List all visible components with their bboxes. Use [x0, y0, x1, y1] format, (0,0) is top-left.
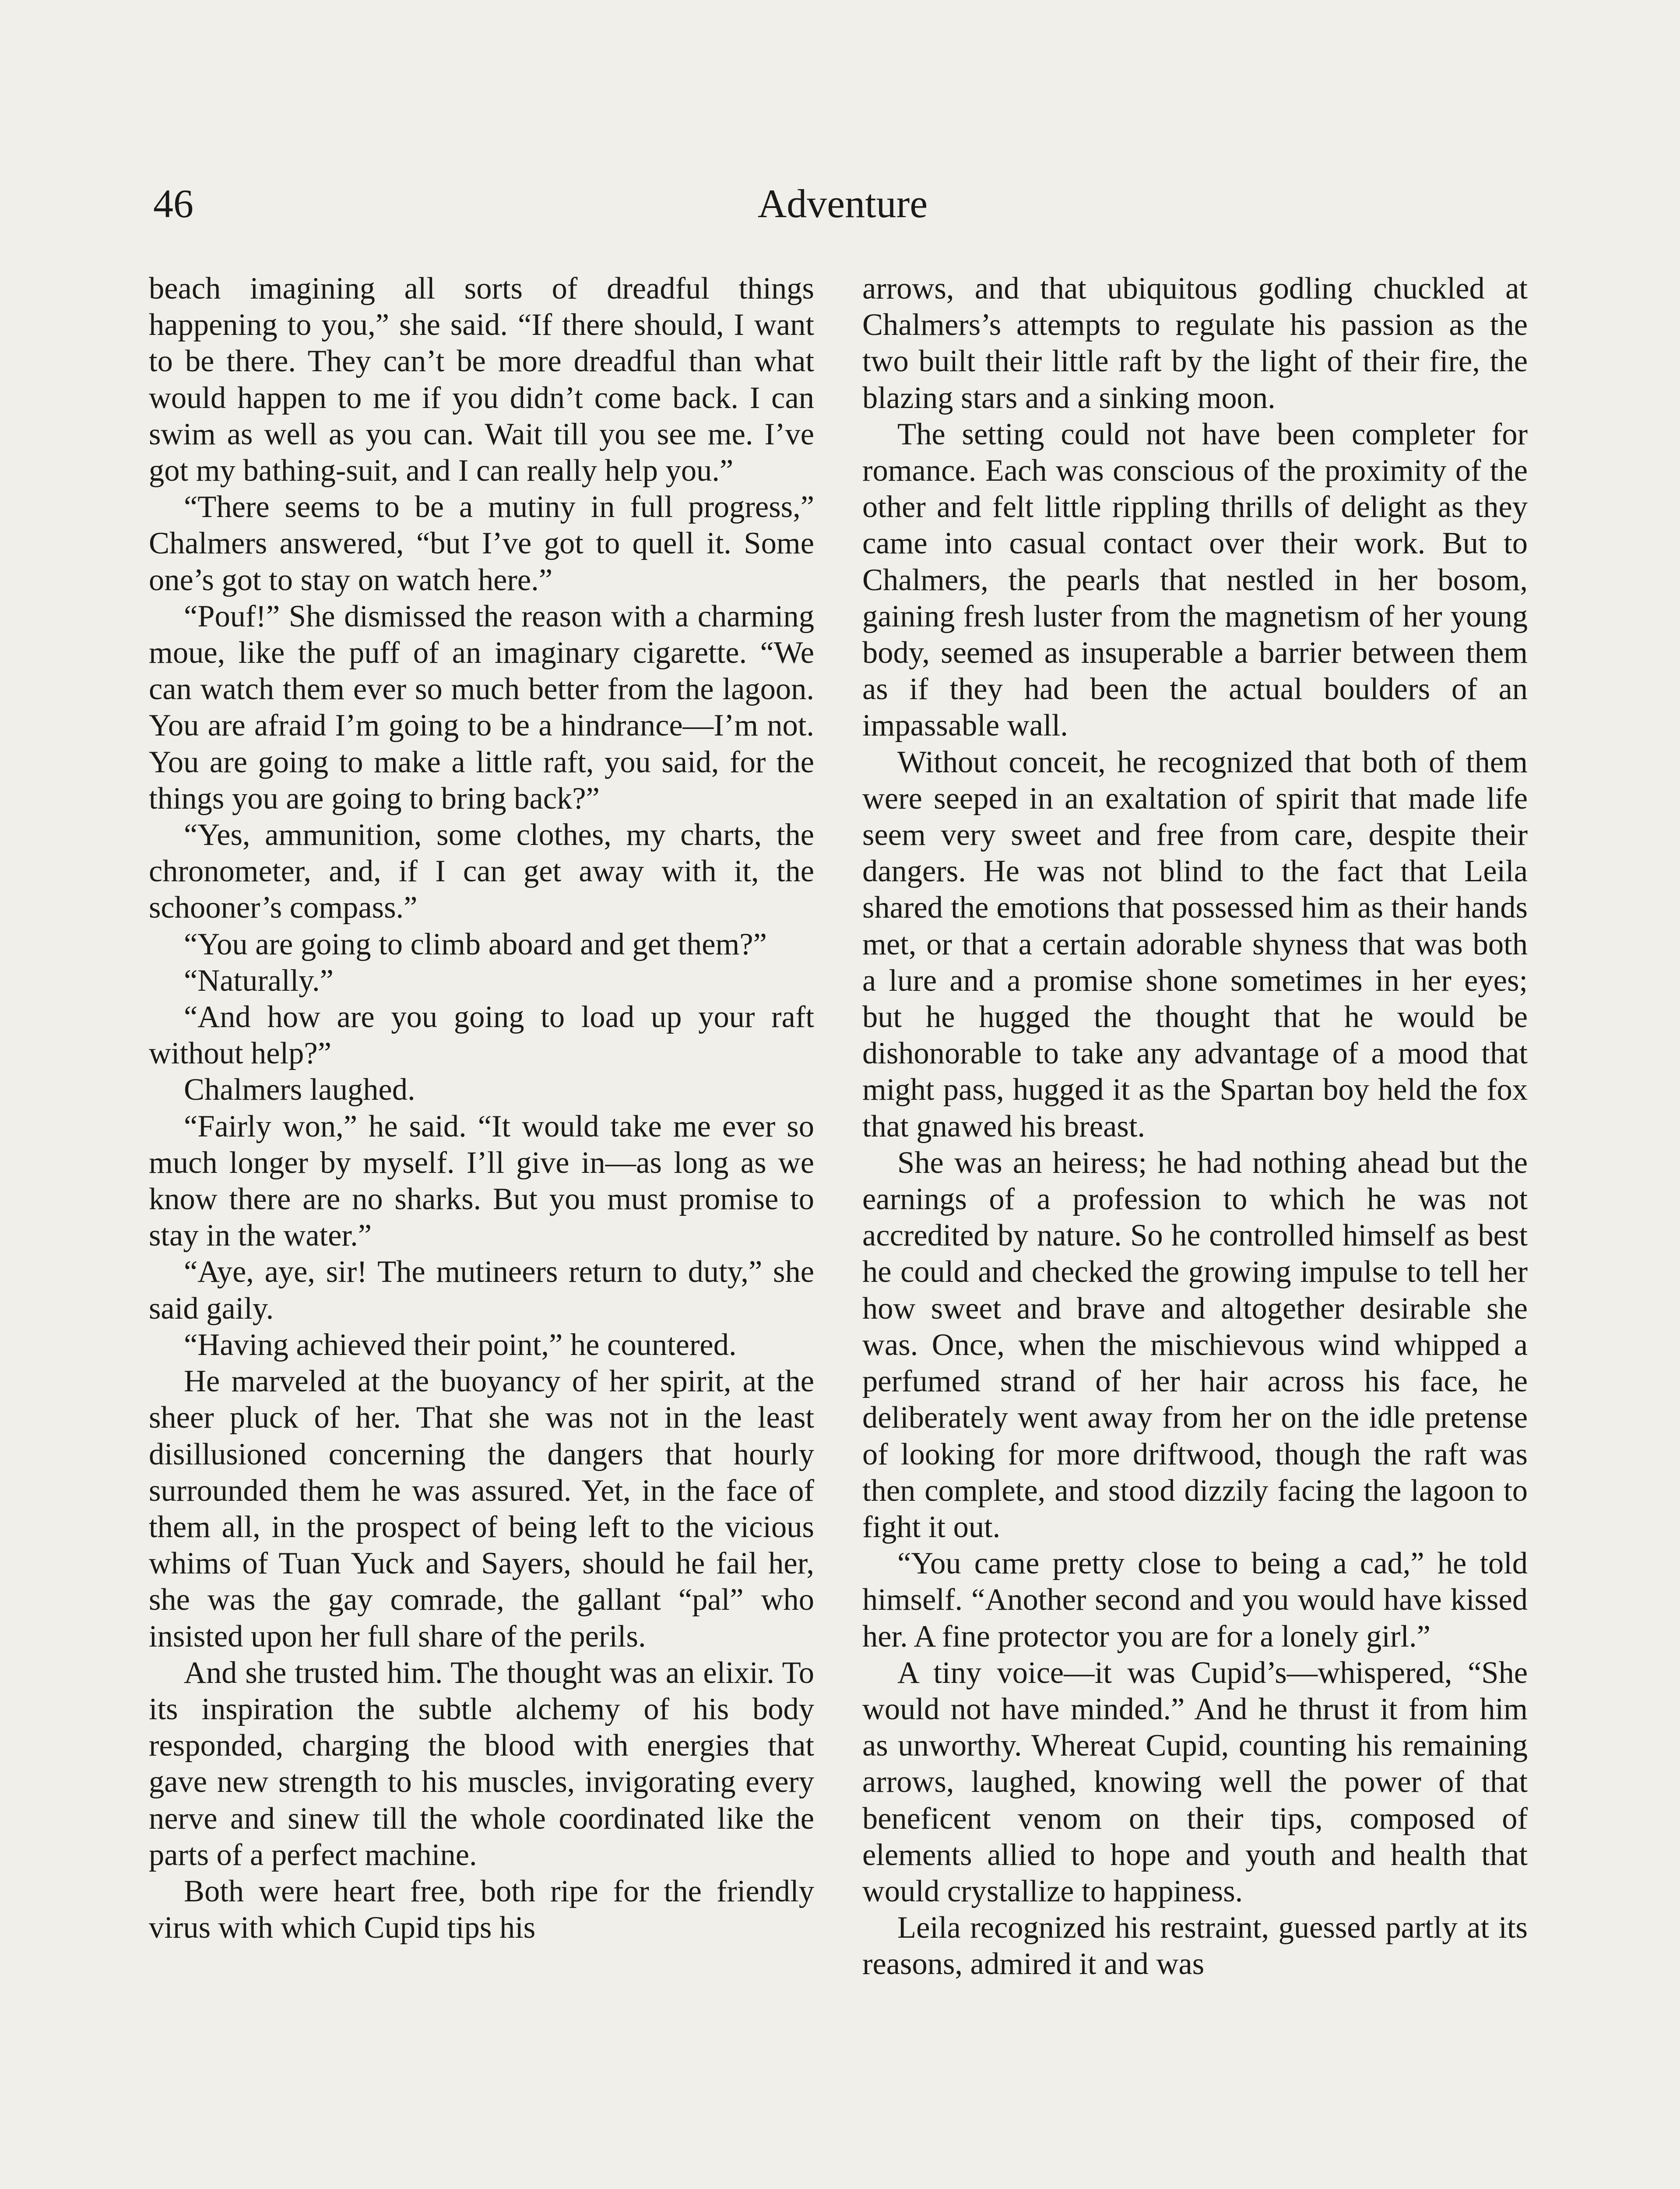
paragraph: arrows, and that ubiquitous godling chuckled at Chalmers’s attempts to regulate his passion as the two built their little raft by the light of their fire, the blazing stars and a sinking moon. — [862, 271, 1528, 415]
paragraph: Leila recognized his restraint, guessed partly at its reasons, admired it and was — [862, 1911, 1528, 1981]
left-column — [149, 271, 814, 1946]
paragraph: The setting could not have been completer for romance. Each was conscious of the proximity of the other and felt little rippling thrills of delight as they came into casual contact over their work. But to Chalmers, the pearls that nestled in her bosom, gaining fresh luster from the magnetism of her young body, seemed as insuperable a barrier between them as if they had been the actual boulders of an impassable wall. — [862, 417, 1528, 743]
paragraph: “Having achieved their point,” he countered. — [184, 1327, 737, 1362]
page-number: 46 — [153, 181, 193, 226]
paragraph: She was an heiress; he had nothing ahead but the earnings of a profession to which he was not accredited by nature. So he controlled himself as best he could and checked the growing impulse to tell her how sweet and brave and altogether desirable she was. Once, when the mischievous wind whipped a perfumed strand of her hair across his face, he deliberately went away from her on the idle pretense of looking for more driftwood, though the raft was then complete, and stood dizzily facing the lagoon to fight it out. — [862, 1145, 1528, 1544]
paragraph: “There seems to be a mutiny in full progress,” Chalmers answered, “but I’ve got to quell it. Some one’s got to stay on watch here.” — [149, 490, 814, 597]
paragraph: Chalmers laughed. — [184, 1073, 415, 1107]
paragraph: He marveled at the buoyancy of her spirit, at the sheer pluck of her. That she was not in the least disillusioned concerning the dangers that hourly surrounded them he was assured. Yet, in the face of them all, in the prospect of being left to the vicious whims of Tuan Yuck and Sayers, should he fail her, she was the gay comrade, the gallant “pal” who insisted upon her full share of the perils. — [149, 1364, 814, 1654]
right-column — [862, 271, 1528, 1983]
paragraph: And she trusted him. The thought was an elixir. To its inspiration the subtle alchemy of his body responded, charging the blood with energies that gave new strength to his muscles, invigorating every nerve and sinew till the whole coordinated like the parts of a perfect machine. — [149, 1655, 814, 1872]
paragraph: beach imagining all sorts of dreadful things happening to you,” she said. “If there should, I want to be there. They can’t be more dreadful than what would happen to me if you didn’t come back. I can swim as well as you can. Wait till you see me. I’ve got my bathing-suit, and I can really help you.” — [149, 271, 814, 488]
paragraph: “Naturally.” — [184, 963, 334, 998]
paragraph: “Pouf!” She dismissed the reason with a charming moue, like the puff of an imaginary cigarette. “We can watch them ever so much better from the lagoon. You are afraid I’m going to be a hindrance—I’m not. You are going to make a little raft, you said, for the things you are going to bring back?” — [149, 599, 814, 816]
paragraph: “And how are you going to load up your raft without help?” — [149, 1000, 814, 1071]
page-header — [153, 177, 1532, 230]
paragraph: “Fairly won,” he said. “It would take me ever so much longer by myself. I’ll give in—as long as we know there are no sharks. But you must promise to stay in the water.” — [149, 1109, 814, 1253]
paragraph: Without conceit, he recognized that both of them were seeped in an exaltation of spirit that made life seem very sweet and free from care, despite their dangers. He was not blind to the fact that Leila shared the emotions that possessed him as their hands met, or that a certain adorable shyness that was both a lure and a promise shone sometimes in her eyes; but he hugged the thought that he would be dishonorable to take any advantage of a mood that might pass, hugged it as the Spartan boy held the fox that gnawed his breast. — [862, 745, 1528, 1144]
paragraph: “Aye, aye, sir! The mutineers return to duty,” she said gaily. — [149, 1255, 814, 1326]
paragraph: “Yes, ammunition, some clothes, my charts, the chronometer, and, if I can get away with it, the schooner’s compass.” — [149, 818, 814, 925]
paragraph: Both were heart free, both ripe for the friendly virus with which Cupid tips his — [149, 1874, 814, 1945]
paragraph: A tiny voice—it was Cupid’s—whispered, “She would not have minded.” And he thrust it from him as unworthy. Whereat Cupid, counting his remaining arrows, laughed, knowing well the power of that beneficent venom on their tips, composed of elements allied to hope and youth and health that would crystallize to happiness. — [862, 1655, 1528, 1908]
paragraph: “You came pretty close to being a cad,” he told himself. “Another second and you would have kissed her. A fine protector you are for a lonely girl.” — [862, 1546, 1528, 1654]
paragraph: “You are going to climb aboard and get them?” — [184, 927, 767, 961]
running-title: Adventure — [757, 181, 928, 226]
